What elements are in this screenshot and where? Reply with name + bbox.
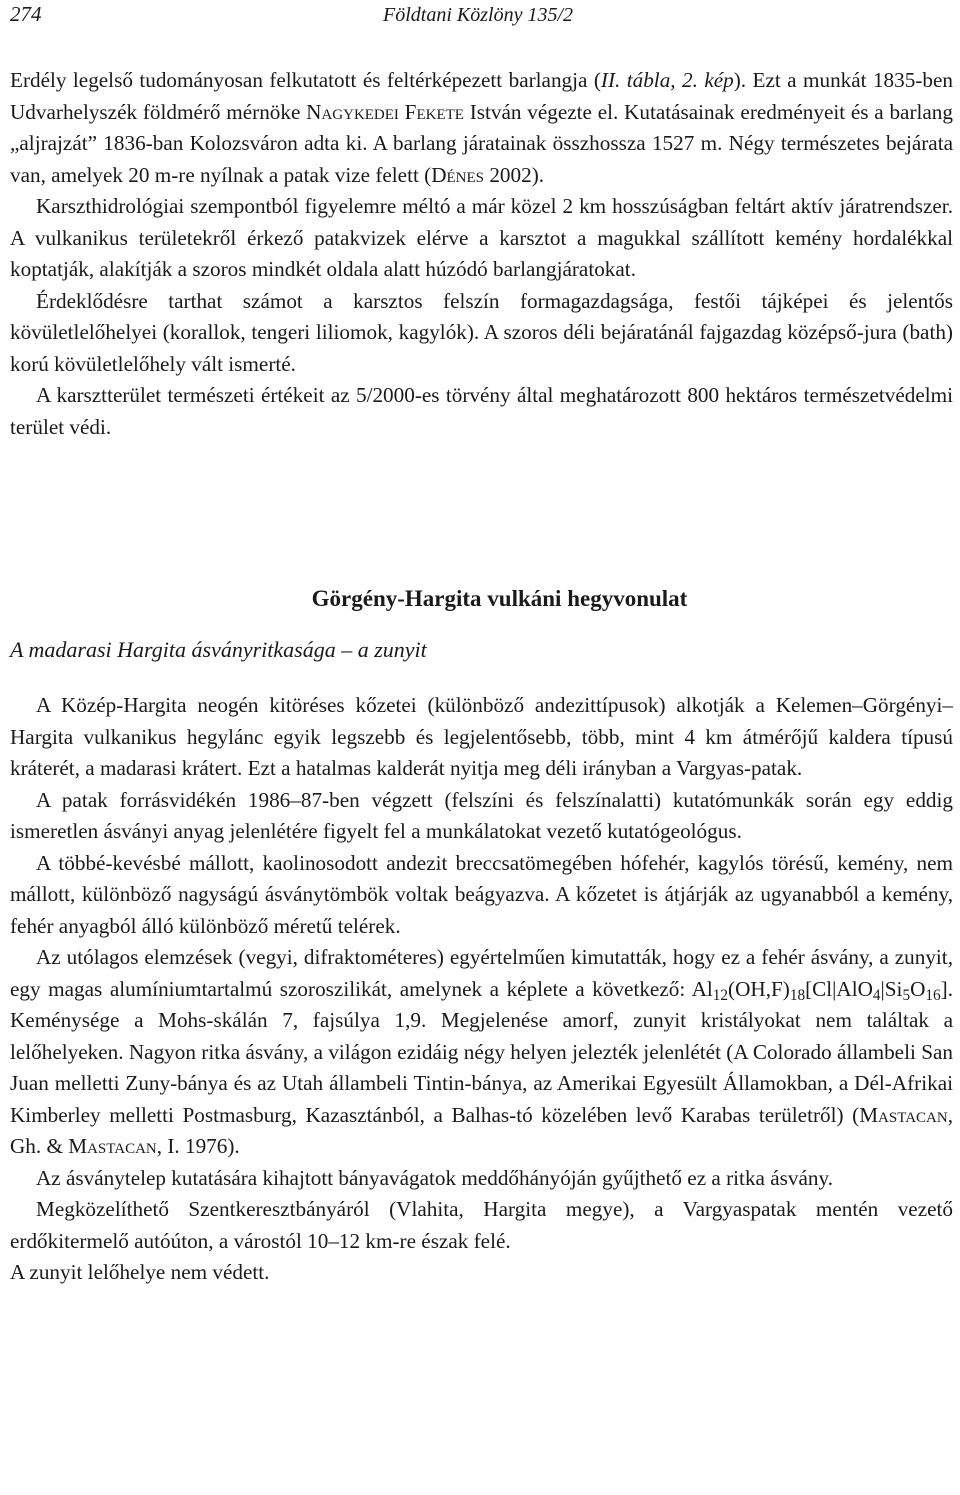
paragraph	[10, 65, 953, 191]
citation-author: Mastacan	[68, 1134, 157, 1158]
formula-subscript: 5	[902, 986, 911, 1004]
paragraph: A többé-kevésbé mállott, kaolinosodott andezit breccsatömegében hófehér, kagylós törésű, kemény, nem mállott, különböző nagyságú ásványtömbök voltak beágyazva. A kőzetet is átjárják az ugyanabból a kemény, fehér anyagból álló különböző méretű telérek.	[10, 850, 953, 938]
running-head	[10, 2, 953, 38]
formula-part: ]	[940, 976, 948, 1001]
text-run: , Gh. &	[10, 1102, 953, 1158]
formula-part: Al	[691, 976, 713, 1001]
paragraph: Karszthidrológiai szempontból figyelemre méltó a már közel 2 km hosszúságban feltárt aktív járatrendszer. A vulkanikus területekről érkező patakvizek elérve a karsztot a magukkal szállított kemény hordalékkal koptatják, alakítják a szoros mindkét oldala alatt húzódó barlangjáratokat.	[10, 194, 953, 281]
paragraph: Az ásványtelep kutatására kihajtott bányavágatok meddőhányóján gyűjthető ez a ritka ásvány.	[36, 1165, 833, 1190]
formula-part: [Cl|AlO	[805, 976, 873, 1001]
intro-text-block	[10, 65, 953, 443]
formula-subscript: 18	[789, 986, 806, 1004]
paragraph: A karsztterület természeti értékeit az 5/2000-es törvény által meghatározott 800 hektáros természetvédelmi terület védi.	[10, 383, 953, 439]
formula-part: (OH,F)	[728, 976, 790, 1001]
formula-subscript: 12	[712, 986, 729, 1004]
text-run: 2002).	[484, 162, 545, 187]
text-run: , I. 1976).	[156, 1134, 240, 1158]
chemical-formula	[691, 976, 948, 1004]
text-run: Erdély legelső tudományosan felkutatott és feltérképezett barlangja (	[10, 68, 601, 92]
paragraph	[10, 942, 953, 1163]
citation-author: Dénes	[431, 162, 485, 187]
citation-author: Mastacan	[859, 1102, 948, 1127]
paragraph: Érdeklődésre tarthat számot a karsztos felszín formagazdagsága, festői tájképei és jelentős kövületlelőhelyei (korallok, tengeri liliomok, kagylók). A szoros déli bejáratánál fajgazdag középső-jura (bath) korú kövületlelőhely vált ismerté.	[10, 288, 953, 376]
figure-reference: II. tábla, 2. kép	[600, 68, 734, 92]
formula-subscript: 16	[925, 986, 941, 1004]
formula-part: |Si	[880, 976, 903, 1001]
subsection-title: A madarasi Hargita ásványritkasága – a zunyit	[10, 637, 427, 662]
author-name: Nagykedei Fekete	[306, 99, 464, 124]
paragraph: Megközelíthető Szentkeresztbányáról (Vlahita, Hargita megye), a Vargyaspatak mentén vezető erdőkitermelő autóúton, a várostól 10–12 km-re észak felé.	[10, 1197, 953, 1253]
section-title: Görgény-Hargita vulkáni hegyvonulat	[311, 586, 688, 611]
paragraph: A Közép-Hargita neogén kitöréses kőzetei (különböző andezittípusok) alkotják a Kelemen–Görgényi–Hargita vulkanikus hegylánc egyik legszebb és legjelentősebb, több, mint 4 km átmérőjű kaldera típusú kráterét, a madarasi krátert. Ezt a hatalmas kalderát nyitja meg déli irányban a Vargyas-patak.	[10, 693, 953, 780]
formula-subscript: 4	[872, 986, 881, 1004]
main-text-block	[10, 690, 953, 1289]
text-run: . Keménysége a Mohs-skálán 7, fajsúlya 1,9. Megjelenése amorf, zunyit kristályokat nem találtak a lelőhelyeken. Nagyon ritka ásvány, a világon ezidáig négy helyen jelezték jelenlétét (A Colorado állambeli San Juan melletti Zuny-bánya és az Utah állambeli Tintin-bánya, az Amerikai Egyesült Államokban, a Dél-Afrikai Kimberley melletti Postmasburg, Kazasztánból, a Balhas-tó közelében levő Karabas területről) (	[10, 976, 953, 1127]
paragraph: A patak forrásvidékén 1986–87-ben végzett (felszíni és felszínalatti) kutatómunkák során egy eddig ismeretlen ásványi anyag jelenlétére figyelt fel a munkálatokat vezető kutatógeológus.	[10, 787, 953, 843]
text-run: ). Ezt a munkát 1835-ben Udvarhelyszék földmérő mérnöke	[10, 68, 953, 124]
paragraph: A zunyit lelőhelye nem védett.	[10, 1260, 270, 1284]
text-run: István végezte el. Kutatásainak eredményeit és a barlang „aljrajzát” 1836-ban Kolozsváron adta ki. A barlang járatainak összhossza 1527 m. Négy természetes bejárata van, amelyek 20 m-re nyílnak a patak vize felett (	[10, 99, 953, 187]
journal-name: Földtani Közlöny 135/2	[383, 4, 573, 26]
text-run: Az utólagos elemzések (vegyi, difraktométeres) egyértelműen kimutatták, hogy ez a fehér ásvány, a zunyit, egy magas alumíniumtartalmú szoroszilikát, amelynek a képlete a következő:	[10, 945, 953, 1001]
page-number: 274	[10, 2, 42, 26]
formula-part: O	[910, 976, 926, 1001]
